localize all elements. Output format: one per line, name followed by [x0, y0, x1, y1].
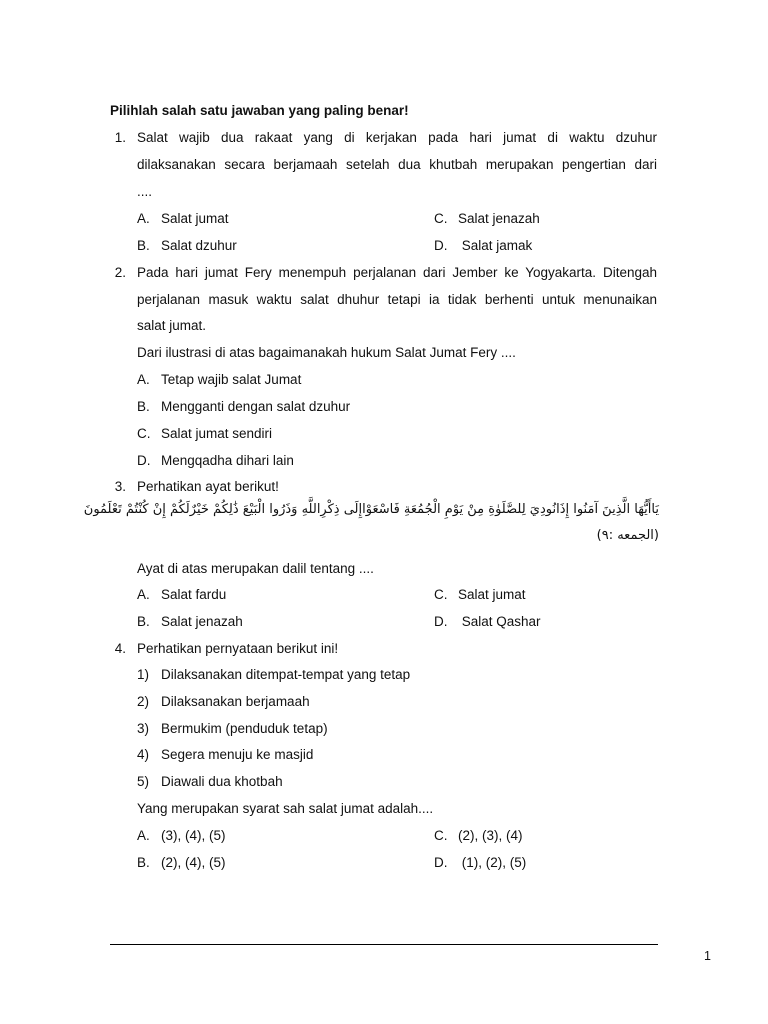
option-text: (1), (2), (5) [458, 855, 527, 870]
option-a [137, 372, 301, 387]
option-b [137, 855, 226, 870]
option-b [137, 238, 237, 253]
question-text-line: Perhatikan pernyataan berikut ini! [137, 641, 339, 656]
option-letter: D. [434, 855, 448, 870]
question-text-line: .... [137, 184, 153, 199]
option-letter: D. [434, 614, 448, 629]
statement-item [137, 721, 328, 736]
option-c [137, 426, 272, 441]
statement-number: 2) [137, 694, 150, 709]
question-number: 2. [114, 265, 126, 280]
option-text: Salat jenazah [161, 614, 243, 629]
option-text: Tetap wajib salat Jumat [161, 372, 302, 387]
question-text-line: Dari ilustrasi di atas bagaimanakah hukum Salat Jumat Fery .... [137, 345, 516, 360]
option-c [434, 587, 526, 602]
statement-text: Bermukim (penduduk tetap) [161, 721, 328, 736]
statement-number: 5) [137, 774, 150, 789]
footer-divider [110, 944, 658, 945]
option-letter: D. [434, 238, 448, 253]
option-letter: A. [137, 828, 150, 843]
option-letter: A. [137, 211, 150, 226]
question-number: 4. [114, 641, 126, 656]
option-text: (2), (3), (4) [458, 828, 523, 843]
option-letter: B. [137, 855, 150, 870]
statement-number: 3) [137, 721, 150, 736]
statement-text: Segera menuju ke masjid [161, 747, 314, 762]
option-d [137, 453, 294, 468]
option-text: (2), (4), (5) [161, 855, 226, 870]
statement-number: 1) [137, 667, 150, 682]
option-c [434, 211, 540, 226]
statement-item [137, 747, 313, 762]
question-text-line: salat jumat. [137, 318, 207, 333]
option-a [137, 828, 226, 843]
page-number: 1 [704, 949, 711, 963]
statement-text: Dilaksanakan berjamaah [161, 694, 310, 709]
statement-item [137, 774, 283, 789]
question-text-line: dilaksanakan secara berjamaah setelah dua khutbah merupakan pengertian dari [137, 157, 657, 172]
option-d [434, 855, 526, 870]
option-text: Salat dzuhur [161, 238, 237, 253]
option-d [434, 238, 532, 253]
statement-text: Diawali dua khotbah [161, 774, 283, 789]
statement-number: 4) [137, 747, 150, 762]
option-text: Salat Qashar [458, 614, 541, 629]
question-text-line: Perhatikan ayat berikut! [137, 479, 279, 494]
option-a [137, 211, 229, 226]
option-text: Salat jamak [458, 238, 533, 253]
question-text-line: Salat wajib dua rakaat yang di kerjakan pada hari jumat di waktu dzuhur [137, 130, 657, 145]
option-letter: C. [137, 426, 151, 441]
question-number: 1. [114, 130, 126, 145]
question-number: 3. [114, 479, 126, 494]
option-letter: C. [434, 828, 448, 843]
option-letter: D. [137, 453, 151, 468]
option-letter: C. [434, 211, 448, 226]
question-text-line: Pada hari jumat Fery menempuh perjalanan dari Jember ke Yogyakarta. Ditengah [137, 265, 657, 280]
option-c [434, 828, 523, 843]
question-prompt: Yang merupakan syarat sah salat jumat adalah.... [137, 801, 434, 816]
question-prompt: Ayat di atas merupakan dalil tentang .... [137, 561, 374, 576]
statement-text: Dilaksanakan ditempat-tempat yang tetap [161, 667, 411, 682]
option-letter: B. [137, 614, 150, 629]
instructions-heading: Pilihlah salah satu jawaban yang paling benar! [110, 103, 409, 118]
option-d [434, 614, 541, 629]
statement-item [137, 667, 410, 682]
verse-reference: (الجمعه :٩) [596, 528, 659, 543]
option-letter: B. [137, 238, 150, 253]
option-letter: B. [137, 399, 150, 414]
option-text: Salat jumat sendiri [161, 426, 273, 441]
option-letter: A. [137, 587, 150, 602]
option-a [137, 587, 226, 602]
option-text: Mengganti dengan salat dzuhur [161, 399, 351, 414]
statement-item [137, 694, 310, 709]
option-letter: C. [434, 587, 448, 602]
option-text: Salat jenazah [458, 211, 540, 226]
question-text-line: perjalanan masuk waktu salat dhuhur tetapi ia tidak berhenti untuk menunaikan [137, 292, 657, 307]
option-text: Mengqadha dihari lain [161, 453, 294, 468]
option-b [137, 614, 243, 629]
option-letter: A. [137, 372, 150, 387]
option-text: (3), (4), (5) [161, 828, 226, 843]
option-text: Salat jumat [458, 587, 526, 602]
option-text: Salat fardu [161, 587, 227, 602]
option-b [137, 399, 350, 414]
arabic-verse: يَاأَيُّهَا الَّذِينَ آمَنُوا إِذَانُودِيَ لِلصَّلَوٰةِ مِنْ يَوْمِ الْجُمُعَةِ فَاسْعَوْاإِلَى ذِكْرِاللَّهِ وَذَرُوا الْبَيْعَ ذَٰلِكُمْ خَيْرٌلَكُمْ إِنْ كُنْتُمْ تَعْلَمُونَ [83, 502, 659, 517]
option-text: Salat jumat [161, 211, 229, 226]
